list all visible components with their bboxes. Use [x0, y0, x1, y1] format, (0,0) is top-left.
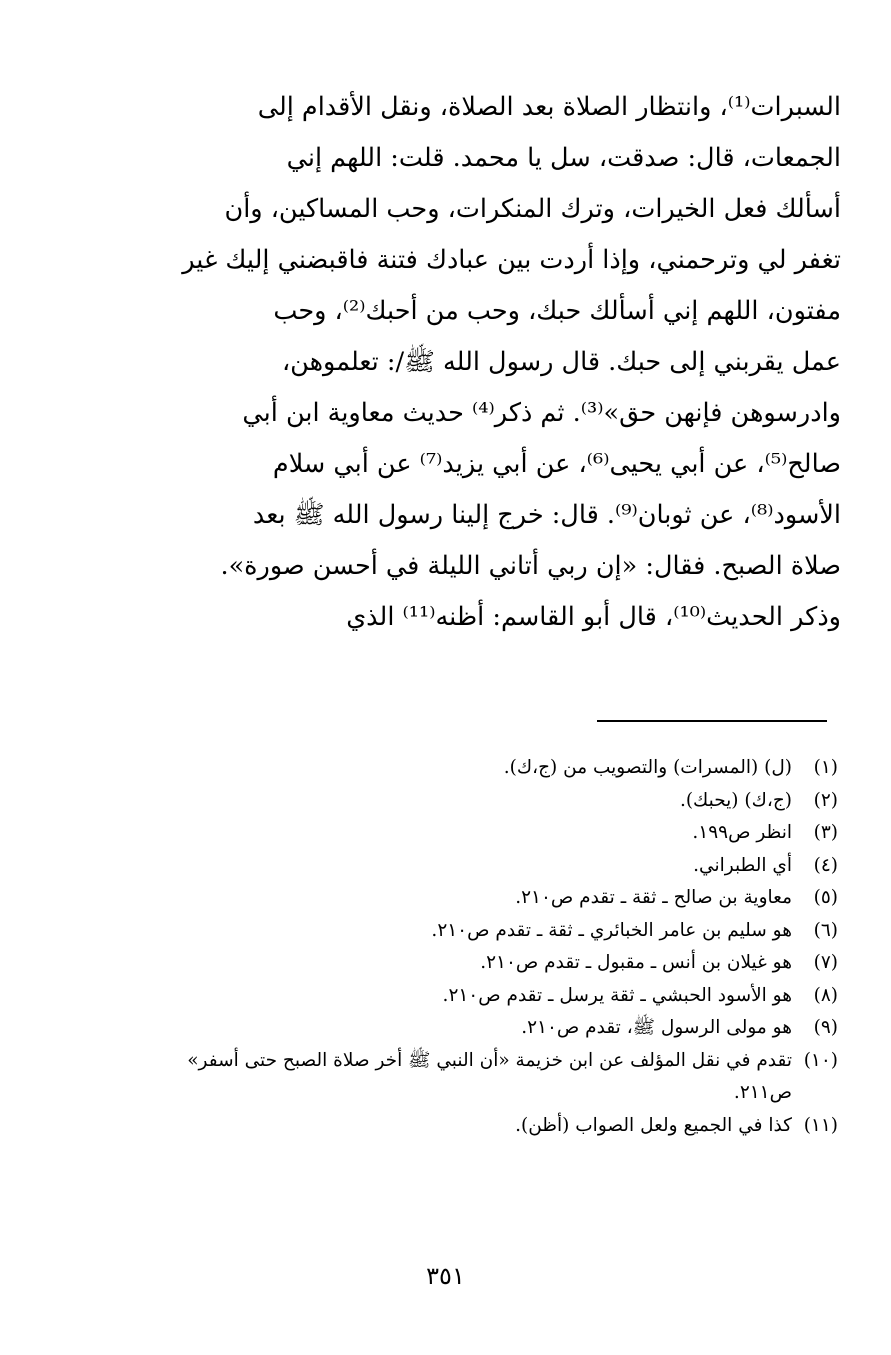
text-line: تغفر لي وترحمني، وإذا أردت بين عبادك فتنة فاقبضني إليك غير	[182, 245, 841, 275]
footnote	[150, 980, 838, 1013]
footnote-text: انظر ص١٩٩.	[692, 822, 792, 843]
footnote-divider	[597, 720, 827, 722]
footnote	[150, 752, 838, 785]
footnote-text: تقدم في نقل المؤلف عن ابن خزيمة «أن النبي ﷺ أخر صلاة الصبح حتى أسفر» ص٢١١.	[187, 1049, 792, 1103]
footnote-text: هو سليم بن عامر الخبائري ـ ثقة ـ تقدم ص٢١٠.	[431, 919, 792, 941]
footnote-number: (١٠)	[803, 1049, 838, 1071]
text-line: عمل يقربني إلى حبك. قال رسول الله ﷺ/: تعلموهن،	[281, 347, 841, 377]
footnote-text: كذا في الجميع ولعل الصواب (أظن).	[515, 1114, 792, 1136]
footnote-text: هو مولى الرسول ﷺ، تقدم ص٢١٠.	[521, 1017, 792, 1038]
text-line: صالح⁽⁵⁾، عن أبي يحيى⁽⁶⁾، عن أبي يزيد⁽⁷⁾ عن أبي سلام	[272, 449, 841, 479]
footnote-text: هو الأسود الحبشي ـ ثقة يرسل ـ تقدم ص٢١٠.	[442, 984, 792, 1006]
text-line: الأسود⁽⁸⁾، عن ثوبان⁽⁹⁾. قال: خرج إلينا رسول الله ﷺ بعد	[252, 500, 841, 530]
footnote-number: (٧)	[813, 952, 838, 973]
footnote-number: (٢)	[813, 789, 838, 811]
footnotes	[150, 752, 838, 1142]
footnote-number: (١١)	[803, 1114, 838, 1136]
footnote	[150, 817, 838, 850]
text-line: صلاة الصبح. فقال: «إن ربي أتاني الليلة في أحسن صورة».	[220, 551, 841, 581]
footnote-number: (١)	[813, 757, 838, 778]
footnote	[150, 882, 838, 915]
footnote-text: أي الطبراني.	[693, 854, 792, 876]
footnote-text: (ل) (المسرات) والتصويب من (ج،ك).	[503, 757, 792, 778]
footnote	[150, 1012, 838, 1045]
footnote	[150, 1110, 838, 1143]
footnote	[150, 850, 838, 883]
footnote	[150, 915, 838, 948]
page-number: ٣٥١	[426, 1262, 465, 1290]
footnote-number: (٩)	[813, 1017, 838, 1038]
main-text	[160, 82, 841, 643]
text-line: السبرات⁽¹⁾، وانتظار الصلاة بعد الصلاة، ونقل الأقدام إلى	[257, 92, 841, 122]
footnote-text: (ج،ك) (يحبك).	[679, 789, 792, 811]
text-line: وادرسوهن فإنهن حق»⁽³⁾. ثم ذكر⁽⁴⁾ حديث معاوية ابن أبي	[242, 398, 841, 428]
footnote-number: (٦)	[813, 919, 838, 941]
footnote	[150, 947, 838, 980]
footnote-text: هو غيلان بن أنس ـ مقبول ـ تقدم ص٢١٠.	[480, 952, 792, 973]
footnote-number: (٣)	[813, 822, 838, 843]
footnote-number: (٤)	[813, 854, 838, 876]
text-line: الجمعات، قال: صدقت، سل يا محمد. قلت: اللهم إني	[286, 143, 841, 173]
footnote-number: (٥)	[813, 887, 838, 908]
text-line: أسألك فعل الخيرات، وترك المنكرات، وحب المساكين، وأن	[224, 194, 841, 224]
text-line: وذكر الحديث⁽¹⁰⁾، قال أبو القاسم: أظنه⁽¹¹⁾ الذي	[346, 602, 841, 632]
footnote-number: (٨)	[813, 984, 838, 1006]
footnote-text: معاوية بن صالح ـ ثقة ـ تقدم ص٢١٠.	[515, 887, 792, 908]
footnote	[150, 785, 838, 818]
footnote	[150, 1045, 838, 1110]
text-line: مفتون، اللهم إني أسألك حبك، وحب من أحبك⁽²⁾، وحب	[273, 296, 841, 326]
